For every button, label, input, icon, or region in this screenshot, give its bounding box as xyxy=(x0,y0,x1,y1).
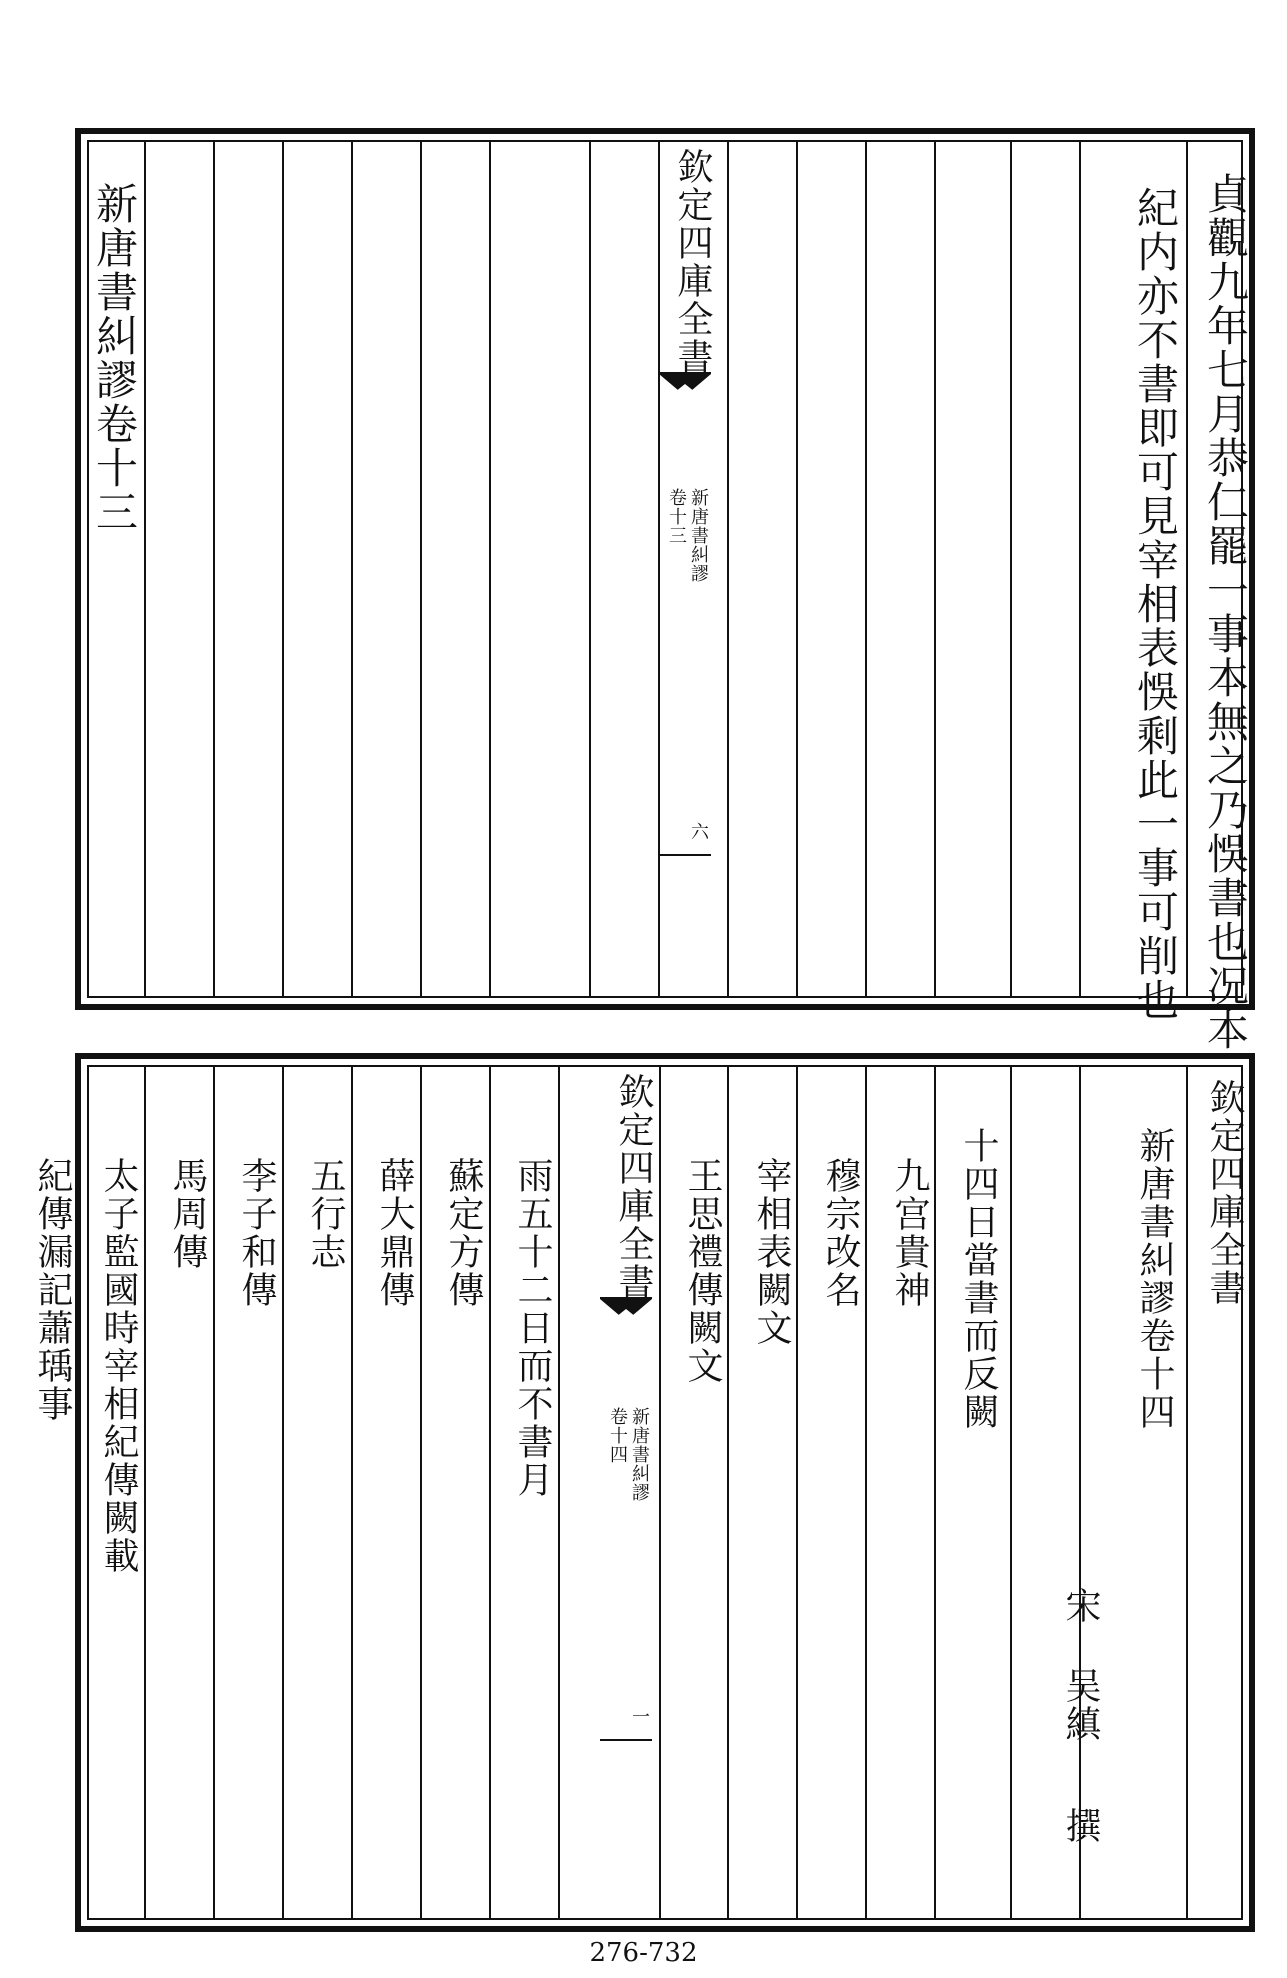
column-rule xyxy=(1010,142,1012,996)
column-rule xyxy=(934,142,936,996)
column-rule xyxy=(558,1067,560,1918)
center-divider xyxy=(600,1739,652,1741)
top-page-inner-border xyxy=(87,140,1250,1052)
author-role: 撰 xyxy=(1060,1807,1101,1845)
author-name: 吴縝 xyxy=(1060,1667,1101,1743)
entry: 穆宗改名 xyxy=(820,1157,861,1309)
fishtail-mark xyxy=(659,372,711,414)
column-rule xyxy=(589,142,591,996)
right-header: 欽定四庫全書 xyxy=(1204,1079,1245,1307)
bottom-page-frame xyxy=(32,1053,1255,1932)
column-rule xyxy=(213,142,215,996)
entry: 宰相表闕文 xyxy=(751,1157,792,1347)
entry: 九宫貴神 xyxy=(889,1157,930,1309)
bottom-page-inner-border xyxy=(32,1065,1245,1920)
page-number: 276-732 xyxy=(589,1938,698,1968)
fishtail-mark xyxy=(600,1297,652,1339)
entry: 蘇定方傳 xyxy=(443,1157,484,1309)
column-rule xyxy=(213,1067,215,1918)
center-fold-column xyxy=(659,142,711,996)
column-rule xyxy=(351,1067,353,1918)
column-rule xyxy=(1186,1067,1188,1918)
column-rule xyxy=(144,142,146,996)
column-rule xyxy=(1079,1067,1081,1918)
column-rule xyxy=(351,142,353,996)
entry: 五行志 xyxy=(305,1157,346,1271)
center-heading: 欽定四庫全書 xyxy=(613,1073,654,1301)
top-page-frame xyxy=(75,128,1255,1052)
entry: 馬周傳 xyxy=(167,1157,208,1271)
entry: 李子和傳 xyxy=(236,1157,277,1309)
center-book-title: 新唐書糾謬 xyxy=(688,488,709,583)
column-rule xyxy=(796,142,798,996)
column-rule xyxy=(1186,142,1188,996)
text-column: 貞觀九年七月恭仁罷一事本無之乃悞書也况本 xyxy=(1201,172,1250,1052)
column-rule xyxy=(1010,1067,1012,1918)
column-rule xyxy=(282,1067,284,1918)
entry: 紀傳漏記蕭瑀事 xyxy=(32,1157,73,1423)
left-volume-title: 新唐書糾謬卷十三 xyxy=(90,182,139,534)
column-rule xyxy=(420,142,422,996)
book-title: 新唐書糾謬卷十四 xyxy=(1134,1127,1175,1431)
column-rule xyxy=(865,142,867,996)
text-column: 紀内亦不書即可見宰相表悞剩此一事可削也 xyxy=(1131,186,1180,1022)
entry: 王思禮傳闕文 xyxy=(682,1157,723,1385)
column-rule xyxy=(489,1067,491,1918)
center-heading: 欽定四庫全書 xyxy=(672,148,713,376)
center-volume: 卷十三 xyxy=(666,488,687,545)
column-rule xyxy=(144,1067,146,1918)
center-divider xyxy=(659,854,711,856)
center-fold-column xyxy=(600,1067,652,1918)
center-folio: 一 xyxy=(629,1707,650,1726)
entry: 薛大鼎傳 xyxy=(374,1157,415,1309)
entry: 雨五十二日而不書月 xyxy=(512,1157,553,1499)
center-folio: 六 xyxy=(688,822,709,841)
center-book-title: 新唐書糾謬 xyxy=(629,1407,650,1502)
column-rule xyxy=(420,1067,422,1918)
column-rule xyxy=(489,142,491,996)
column-rule xyxy=(282,142,284,996)
entry: 太子監國時宰相紀傳闕載 xyxy=(98,1157,139,1575)
center-volume: 卷十四 xyxy=(607,1407,628,1464)
entry: 十四日當書而反闕 xyxy=(958,1127,999,1431)
author-dynasty: 宋 xyxy=(1060,1587,1101,1625)
column-rule xyxy=(659,1067,661,1918)
column-rule xyxy=(727,142,729,996)
column-rule xyxy=(1079,142,1081,996)
